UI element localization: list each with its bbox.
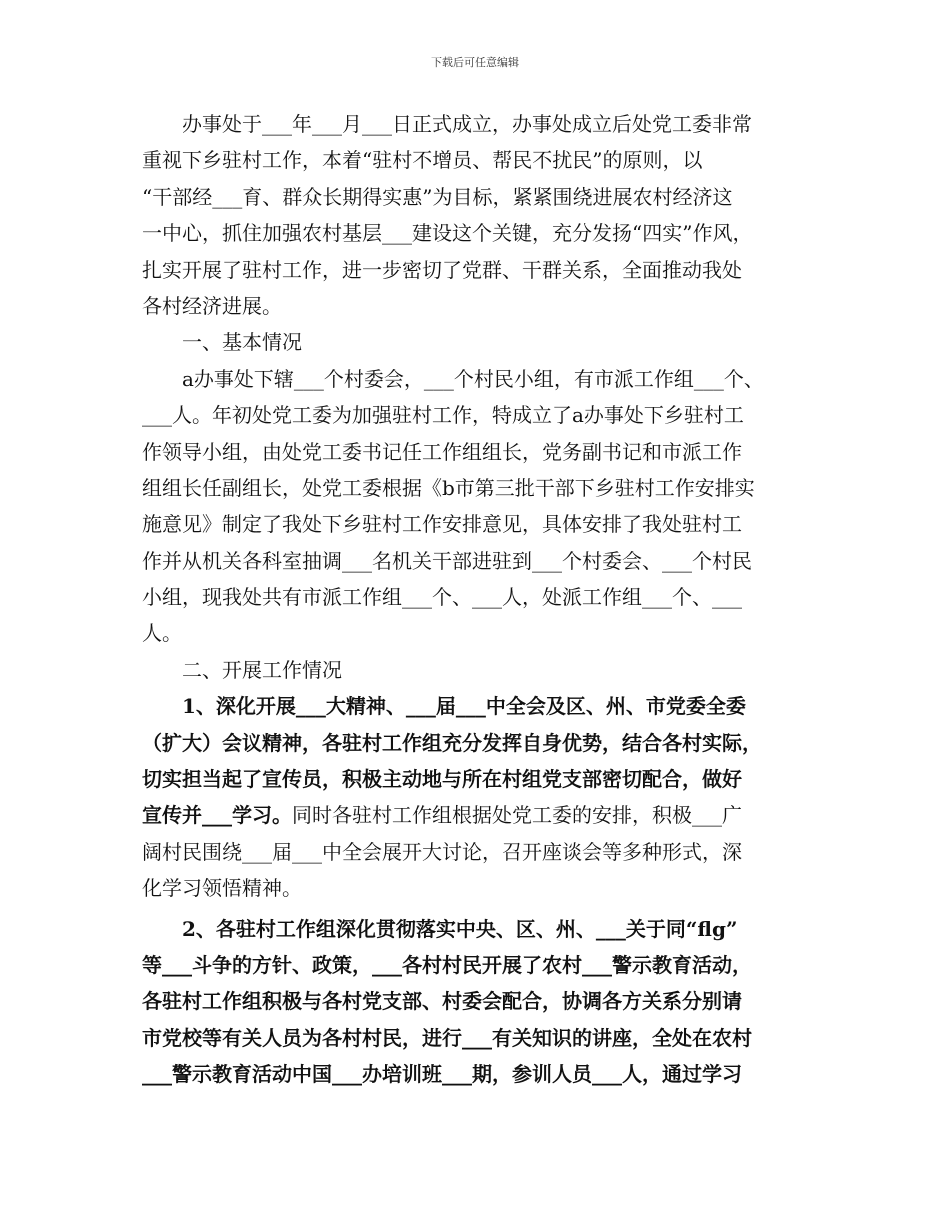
text-line-mixed xyxy=(142,797,812,833)
text-line: 人。 xyxy=(142,621,182,646)
text-line: 各村经济进展。 xyxy=(142,293,282,318)
text-line: 作并从机关各科室抽调___名机关干部进驻到___个村委会、___个村民 xyxy=(142,548,752,573)
text-line-bold: 1、深化开展___大精神、___届___中全会及区、州、市党委全委 xyxy=(142,694,746,719)
text-line-bold: 切实担当起了宣传员，积极主动地与所在村组党支部密切配合，做好 xyxy=(142,767,742,792)
text-line: 小组，现我处共有市派工作组___个、___人，处派工作组___个、___ xyxy=(142,585,742,610)
section-heading-work: 二、开展工作情况 xyxy=(142,657,342,682)
text-line: 阔村民围绕___届___中全会展开大讨论，召开座谈会等多种形式，深 xyxy=(142,839,742,864)
text-line: “干部经___育、群众长期得实惠”为目标，紧紧围绕进展农村经济这 xyxy=(142,184,733,209)
bold-segment: 宣传并___学习。 xyxy=(142,803,292,828)
text-line: 施意见》制定了我处下乡驻村工作安排意见，具体安排了我处驻村工 xyxy=(142,512,742,537)
text-line: 一中心，抓住加强农村基层___建设这个关键，充分发扬“四实”作风， xyxy=(142,221,753,246)
text-line: 作领导小组，由处党工委书记任工作组组长，党务副书记和市派工作 xyxy=(142,439,742,464)
text-line-bold: 市党校等有关人员为各村村民，进行___有关知识的讲座，全处在农村 xyxy=(142,1025,752,1050)
section-heading-basic: 一、基本情况 xyxy=(142,330,302,355)
text-line: 组组长任副组长，处党工委根据《b市第三批干部下乡驻村工作安排实 xyxy=(142,475,755,500)
text-line: 办事处于___年___月___日正式成立，办事处成立后处党工委非常 xyxy=(142,112,752,136)
text-line-bold: 各驻村工作组积极与各村党支部、村委会配合，协调各方关系分别请 xyxy=(142,989,742,1014)
text-line-bold: ___警示教育活动中国___办培训班___期，参训人员___人，通过学习 xyxy=(142,1062,742,1087)
page-header-note: 下载后可任意编辑 xyxy=(431,56,519,69)
document-body xyxy=(142,106,812,1093)
text-line-bold: （扩大）会议精神，各驻村工作组充分发挥自身优势，结合各村实际， xyxy=(142,730,762,755)
text-line: ___人。年初处党工委为加强驻村工作，特成立了a办事处下乡驻村工 xyxy=(142,403,744,428)
text-line: 重视下乡驻村工作，本着“驻村不增员、帮民不扰民”的原则，以 xyxy=(142,148,703,173)
text-line: 扎实开展了驻村工作，进一步密切了党群、干群关系，全面推动我处 xyxy=(142,257,742,282)
text-line: 化学习领悟精神。 xyxy=(142,876,302,901)
text-line-bold: 2、各驻村工作组深化贯彻落实中央、区、州、___关于同“flg” xyxy=(142,916,738,941)
text-line: a办事处下辖___个村委会，___个村民小组，有市派工作组___个、 xyxy=(142,366,764,391)
text-line-bold: 等___斗争的方针、政策，___各村村民开展了农村___警示教育活动， xyxy=(142,952,752,977)
normal-segment: 同时各驻村工作组根据处党工委的安排，积极___广 xyxy=(292,803,742,828)
